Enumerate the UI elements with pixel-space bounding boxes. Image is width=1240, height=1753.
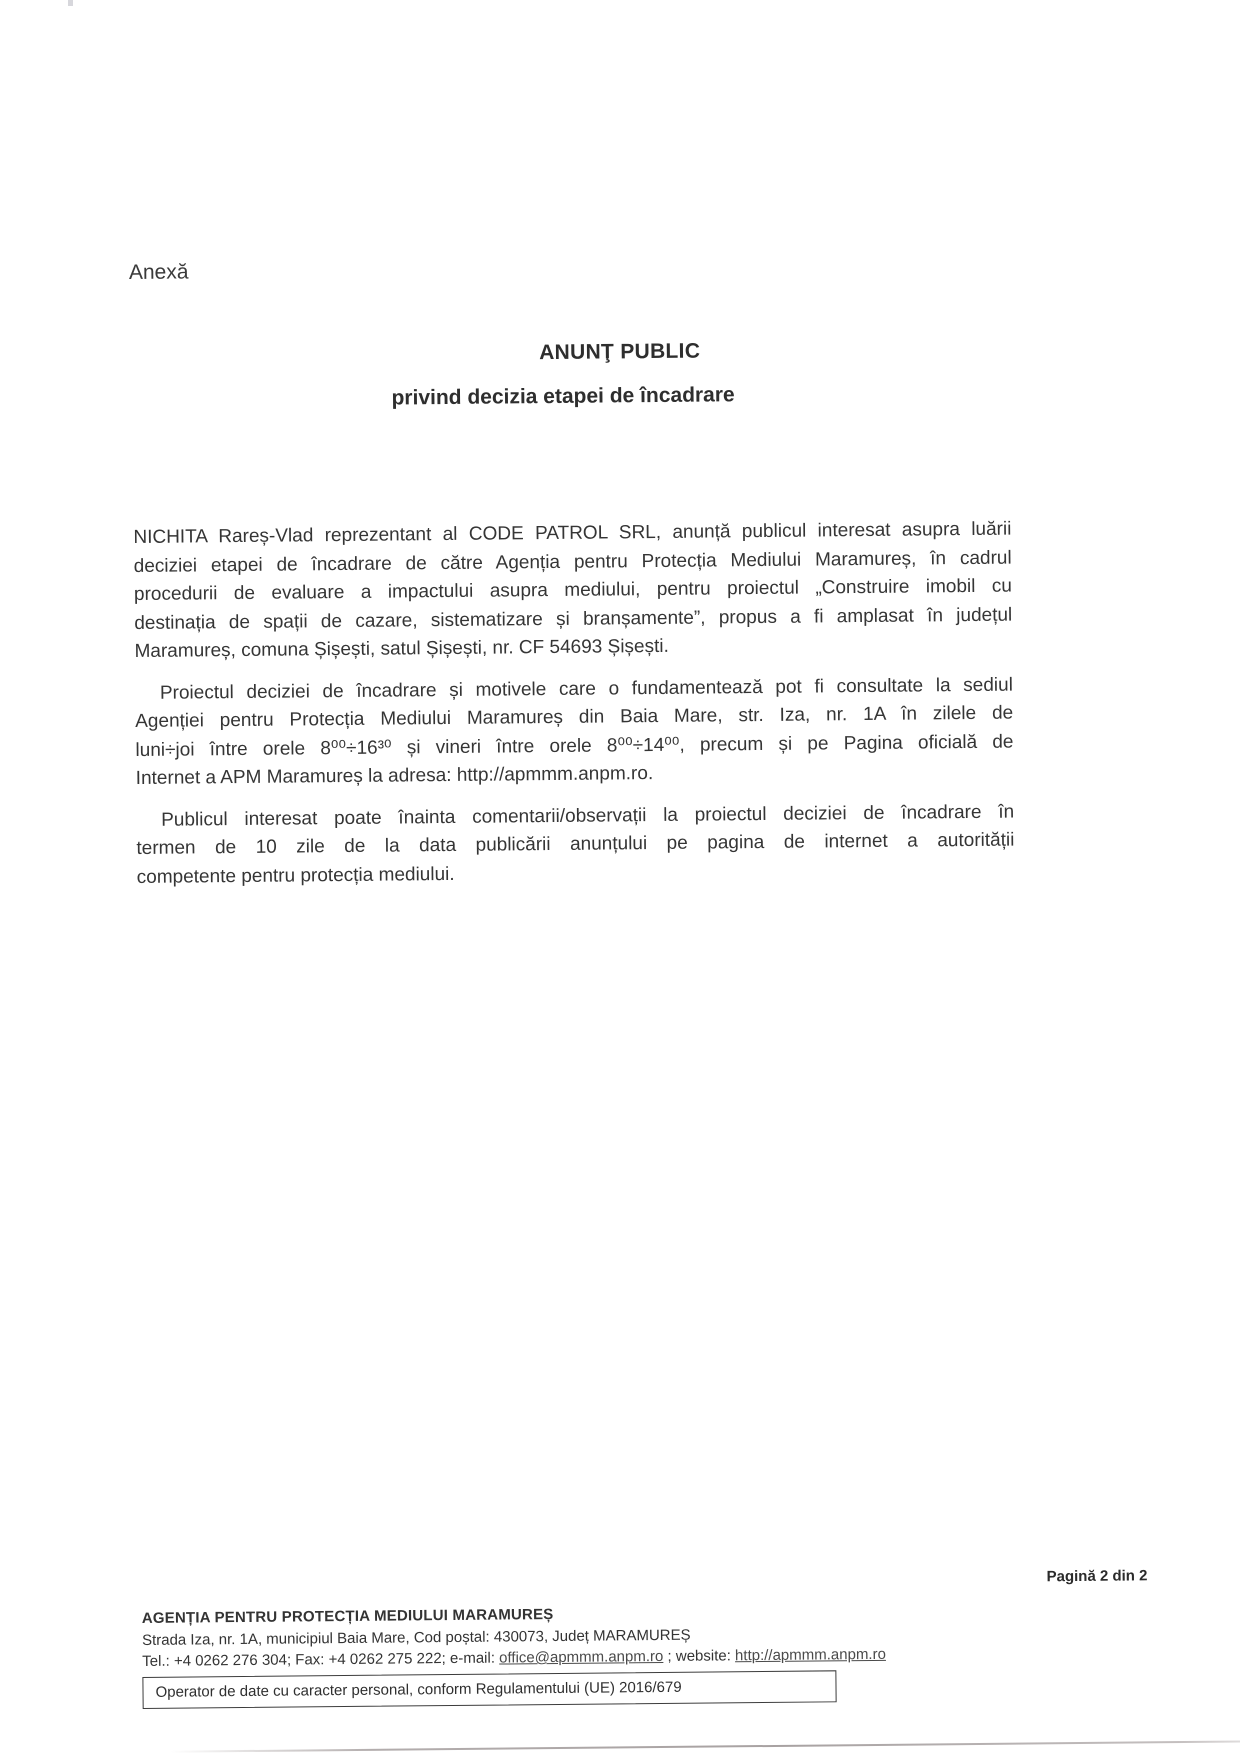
text-line: termen de 10 zile de la data publicării anunțului pe pagina de internet a autorității — [136, 829, 1015, 859]
text-line: procedurii de evaluare a impactului asupra mediului, pentru proiectul „Construire imobil cu — [133, 575, 1013, 606]
footer-agency-name: AGENȚIA PENTRU PROTECȚIA MEDIULUI MARAMUREȘ — [141, 1606, 554, 1627]
text-line: NICHITA Rareș-Vlad reprezentant al CODE PATROL SRL, anunță publicul interesat asupra luării — [133, 518, 1012, 549]
paragraph — [135, 671, 1014, 793]
text-line: Internet a APM Maramureș la adresa: http://apmmm.anpm.ro. — [135, 763, 654, 789]
text-line: Agenției pentru Protecția Mediului Maramureș din Baia Mare, str. Iza, nr. 1A în zilele de — [135, 702, 1014, 732]
gdpr-notice-box: Operator de date cu caracter personal, conform Regulamentului (UE) 2016/679 — [142, 1670, 836, 1709]
text-line: luni÷joi între orele 8⁰⁰÷16³⁰ și vineri între orele 8⁰⁰÷14⁰⁰, precum și pe Pagina oficială de — [135, 731, 1014, 761]
email-link[interactable]: office@apmmm.anpm.ro — [499, 1647, 664, 1667]
annex-label: Anexă — [128, 260, 189, 285]
paragraph — [136, 798, 1015, 892]
footer-contact-text: Tel.: +4 0262 276 304; Fax: +4 0262 275 222; e-mail: — [142, 1649, 500, 1670]
website-link[interactable]: http://apmmm.anpm.ro — [734, 1645, 886, 1665]
text-line: Proiectul deciziei de încadrare și motivele care o fundamentează pot fi consultate la sediul — [159, 674, 1013, 704]
document-subtitle: privind decizia etapei de încadrare — [391, 383, 735, 410]
document-body — [133, 516, 1014, 892]
paragraph — [133, 516, 1012, 667]
text-line: deciziei etapei de încadrare de către Agenția pentru Protecția Mediului Maramureș, în cadrul — [133, 547, 1012, 577]
page-number: Pagină 2 din 2 — [1046, 1567, 1148, 1586]
text-line: competente pentru protecția mediului. — [136, 863, 455, 888]
text-line: Publicul interesat poate înainta comentarii/observații la proiectul deciziei de încadrare în — [161, 801, 1015, 831]
document-title: ANUNŢ PUBLIC — [539, 339, 701, 365]
footer-website-label: ; website: — [663, 1647, 736, 1665]
text-line: destinația de spații de cazare, sistematizare și branșamente”, propus a fi amplasat în județul — [134, 604, 1013, 634]
footer-address: Strada Iza, nr. 1A, municipiul Baia Mare, Cod poștal: 430073, Județ MARAMUREȘ — [141, 1626, 691, 1649]
footer — [142, 1599, 1123, 1709]
text-line: Maramureș, comuna Șișești, satul Șișești, nr. CF 54693 Șișești. — [134, 635, 669, 663]
